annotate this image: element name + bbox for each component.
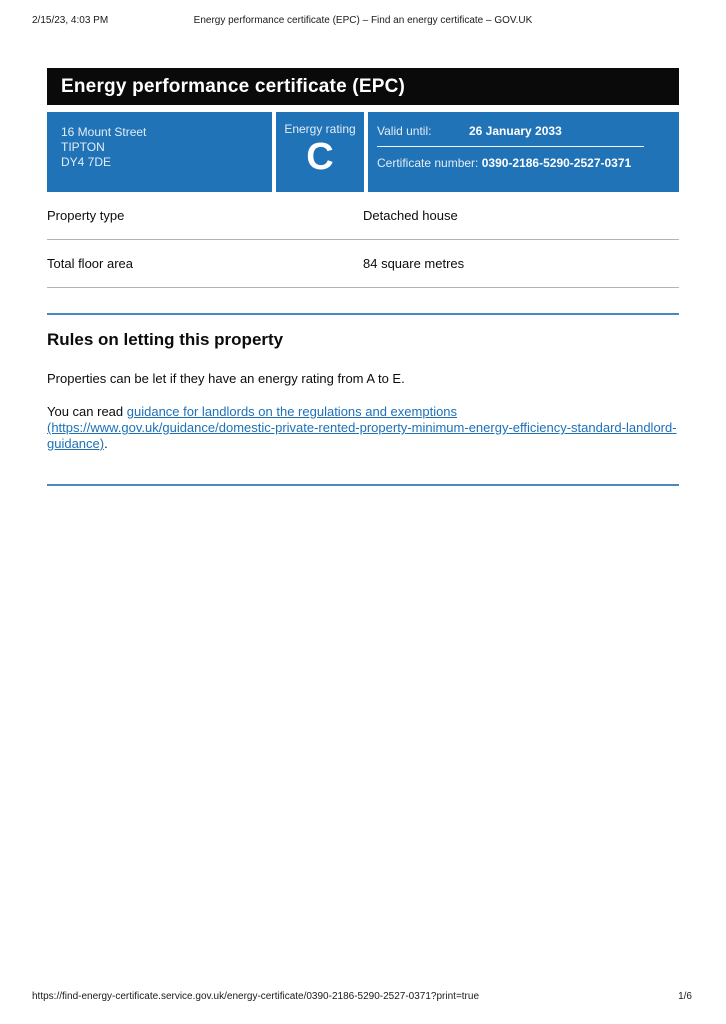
table-row-property-type: [47, 192, 679, 240]
certificate-number-row: [377, 156, 670, 170]
print-footer: [32, 991, 692, 1002]
energy-rating-value: C: [306, 136, 334, 178]
validity-divider: [377, 146, 644, 147]
certificate-number-label: Certificate number:: [377, 156, 479, 170]
print-url: https://find-energy-certificate.service.gov.uk/energy-certificate/0390-2186-5290-2527-0371?print=true: [32, 991, 480, 1002]
address-line-3: DY4 7DE: [61, 155, 112, 169]
address-line-1: 16 Mount Street: [61, 125, 147, 139]
row-label: Total floor area: [47, 256, 133, 271]
valid-until-date: 26 January 2033: [469, 124, 562, 138]
table-row-floor-area: [47, 240, 679, 288]
epc-title-banner: [47, 68, 679, 105]
print-doc-title: Energy performance certificate (EPC) – Find an energy certificate – GOV.UK: [193, 15, 533, 26]
guidance-paragraph: [47, 404, 679, 452]
certificate-page: [0, 0, 726, 486]
row-label: Property type: [47, 208, 125, 223]
guidance-suffix: .: [104, 436, 108, 451]
rules-heading: Rules on letting this property: [47, 330, 284, 349]
address-line-2: TIPTON: [61, 140, 105, 154]
print-datetime: 2/15/23, 4:03 PM: [32, 15, 109, 26]
guidance-link[interactable]: guidance for landlords on the regulations and exemptions (https://www.gov.uk/guidance/domestic-private-rented-property-minimum-energy-efficiency-standard-landlord-guidance): [47, 404, 677, 451]
section-divider-top: [47, 313, 679, 315]
row-value: Detached house: [363, 208, 458, 223]
rules-paragraph: Properties can be let if they have an energy rating from A to E.: [47, 371, 405, 386]
property-details-table: [47, 192, 679, 288]
certificate-summary: [47, 112, 679, 192]
guidance-prefix: You can read: [47, 404, 127, 419]
page-title: Energy performance certificate (EPC): [61, 75, 406, 97]
validity-box: [368, 112, 679, 192]
print-header: [0, 15, 726, 29]
valid-until-row: [377, 124, 670, 138]
page-number: 1/6: [678, 991, 692, 1002]
energy-rating-label: Energy rating: [284, 122, 356, 136]
property-address: [47, 112, 272, 192]
valid-until-label: Valid until:: [377, 124, 432, 138]
certificate-number-value: 0390-2186-5290-2527-0371: [481, 156, 632, 170]
section-divider-bottom: [47, 484, 679, 486]
row-value: 84 square metres: [363, 256, 465, 271]
energy-rating-box: [276, 112, 364, 192]
